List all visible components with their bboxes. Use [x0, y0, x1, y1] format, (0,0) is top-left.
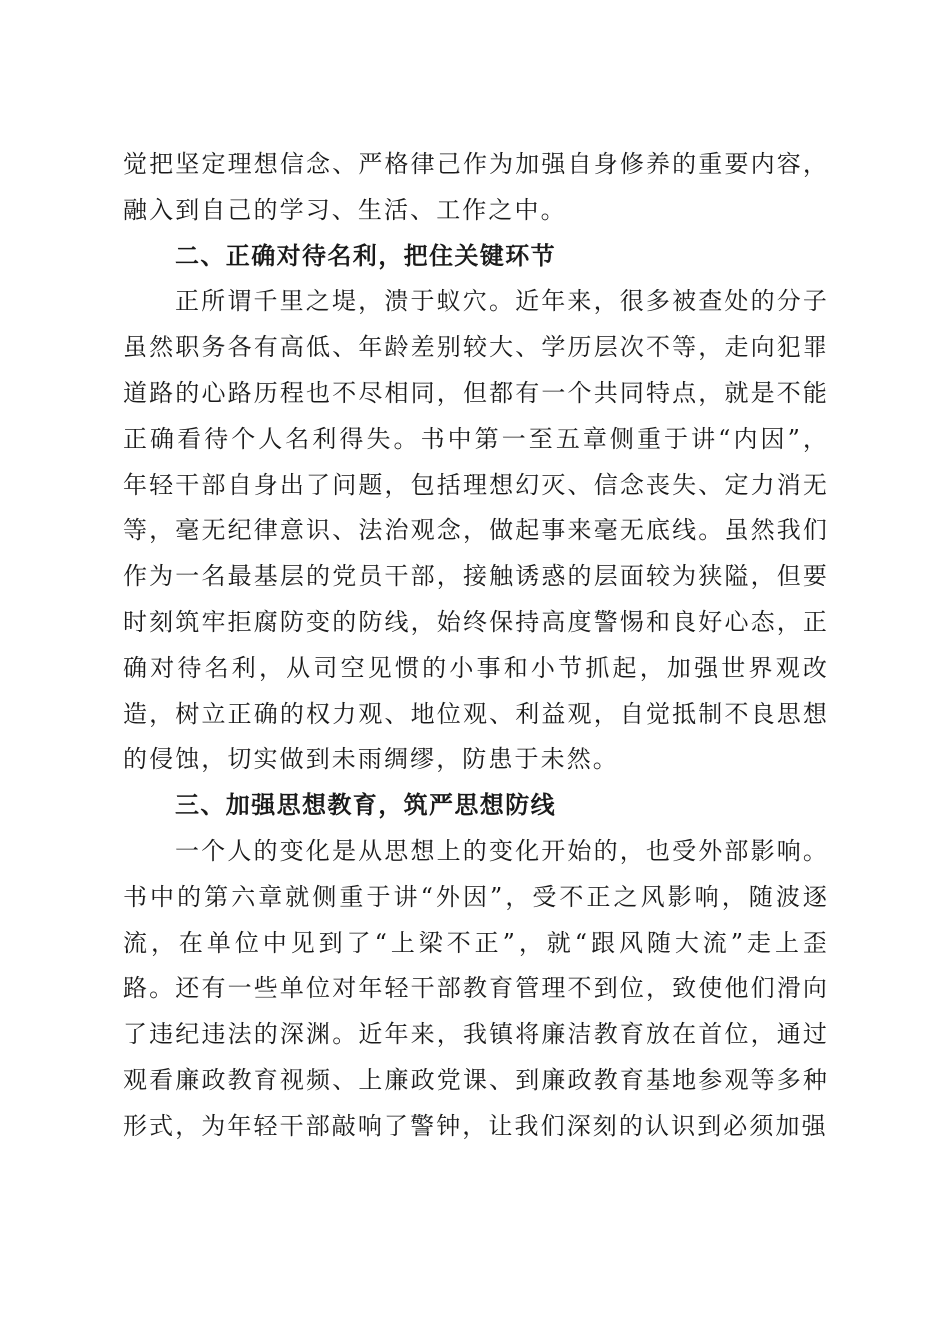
section-heading-3: 三、加强思想教育，筑严思想防线 [175, 791, 556, 820]
document-body [123, 142, 829, 1150]
paragraph-section-3: 一个人的变化是从思想上的变化开始的，也受外部影响。书中的第六章就侧重于讲“外因”，受不正之风影响，随波逐流，在单位中见到了“上梁不正”，就“跟风随大流”走上歪路。还有一些单位对年轻干部教育管理不到位，致使他们滑向了违纪违法的深渊。近年来，我镇将廉洁教育放在首位，通过观看廉政教育视频、上廉政党课、到廉政教育基地参观等多种形式，为年轻干部敲响了警钟，让我们深刻的认识到必须加强 [123, 836, 829, 1140]
paragraph-section-2: 正所谓千里之堤，溃于蚁穴。近年来，很多被查处的分子虽然职务各有高低、年龄差别较大、学历层次不等，走向犯罪道路的心路历程也不尽相同，但都有一个共同特点，就是不能正确看待个人名利得失。书中第一至五章侧重于讲“内因”，年轻干部自身出了问题，包括理想幻灭、信念丧失、定力消无等，毫无纪律意识、法治观念，做起事来毫无底线。虽然我们作为一名最基层的党员干部，接触诱惑的层面较为狭隘，但要时刻筑牢拒腐防变的防线，始终保持高度警惕和良好心态，正确对待名利，从司空见惯的小事和小节抓起，加强世界观改造，树立正确的权力观、地位观、利益观，自觉抵制不良思想的侵蚀，切实做到未雨绸缪，防患于未然。 [123, 287, 829, 774]
paragraph-continuation: 觉把坚定理想信念、严格律己作为加强自身修养的重要内容，融入到自己的学习、生活、工作之中。 [123, 150, 829, 224]
section-heading-2: 二、正确对待名利，把住关键环节 [175, 241, 556, 270]
